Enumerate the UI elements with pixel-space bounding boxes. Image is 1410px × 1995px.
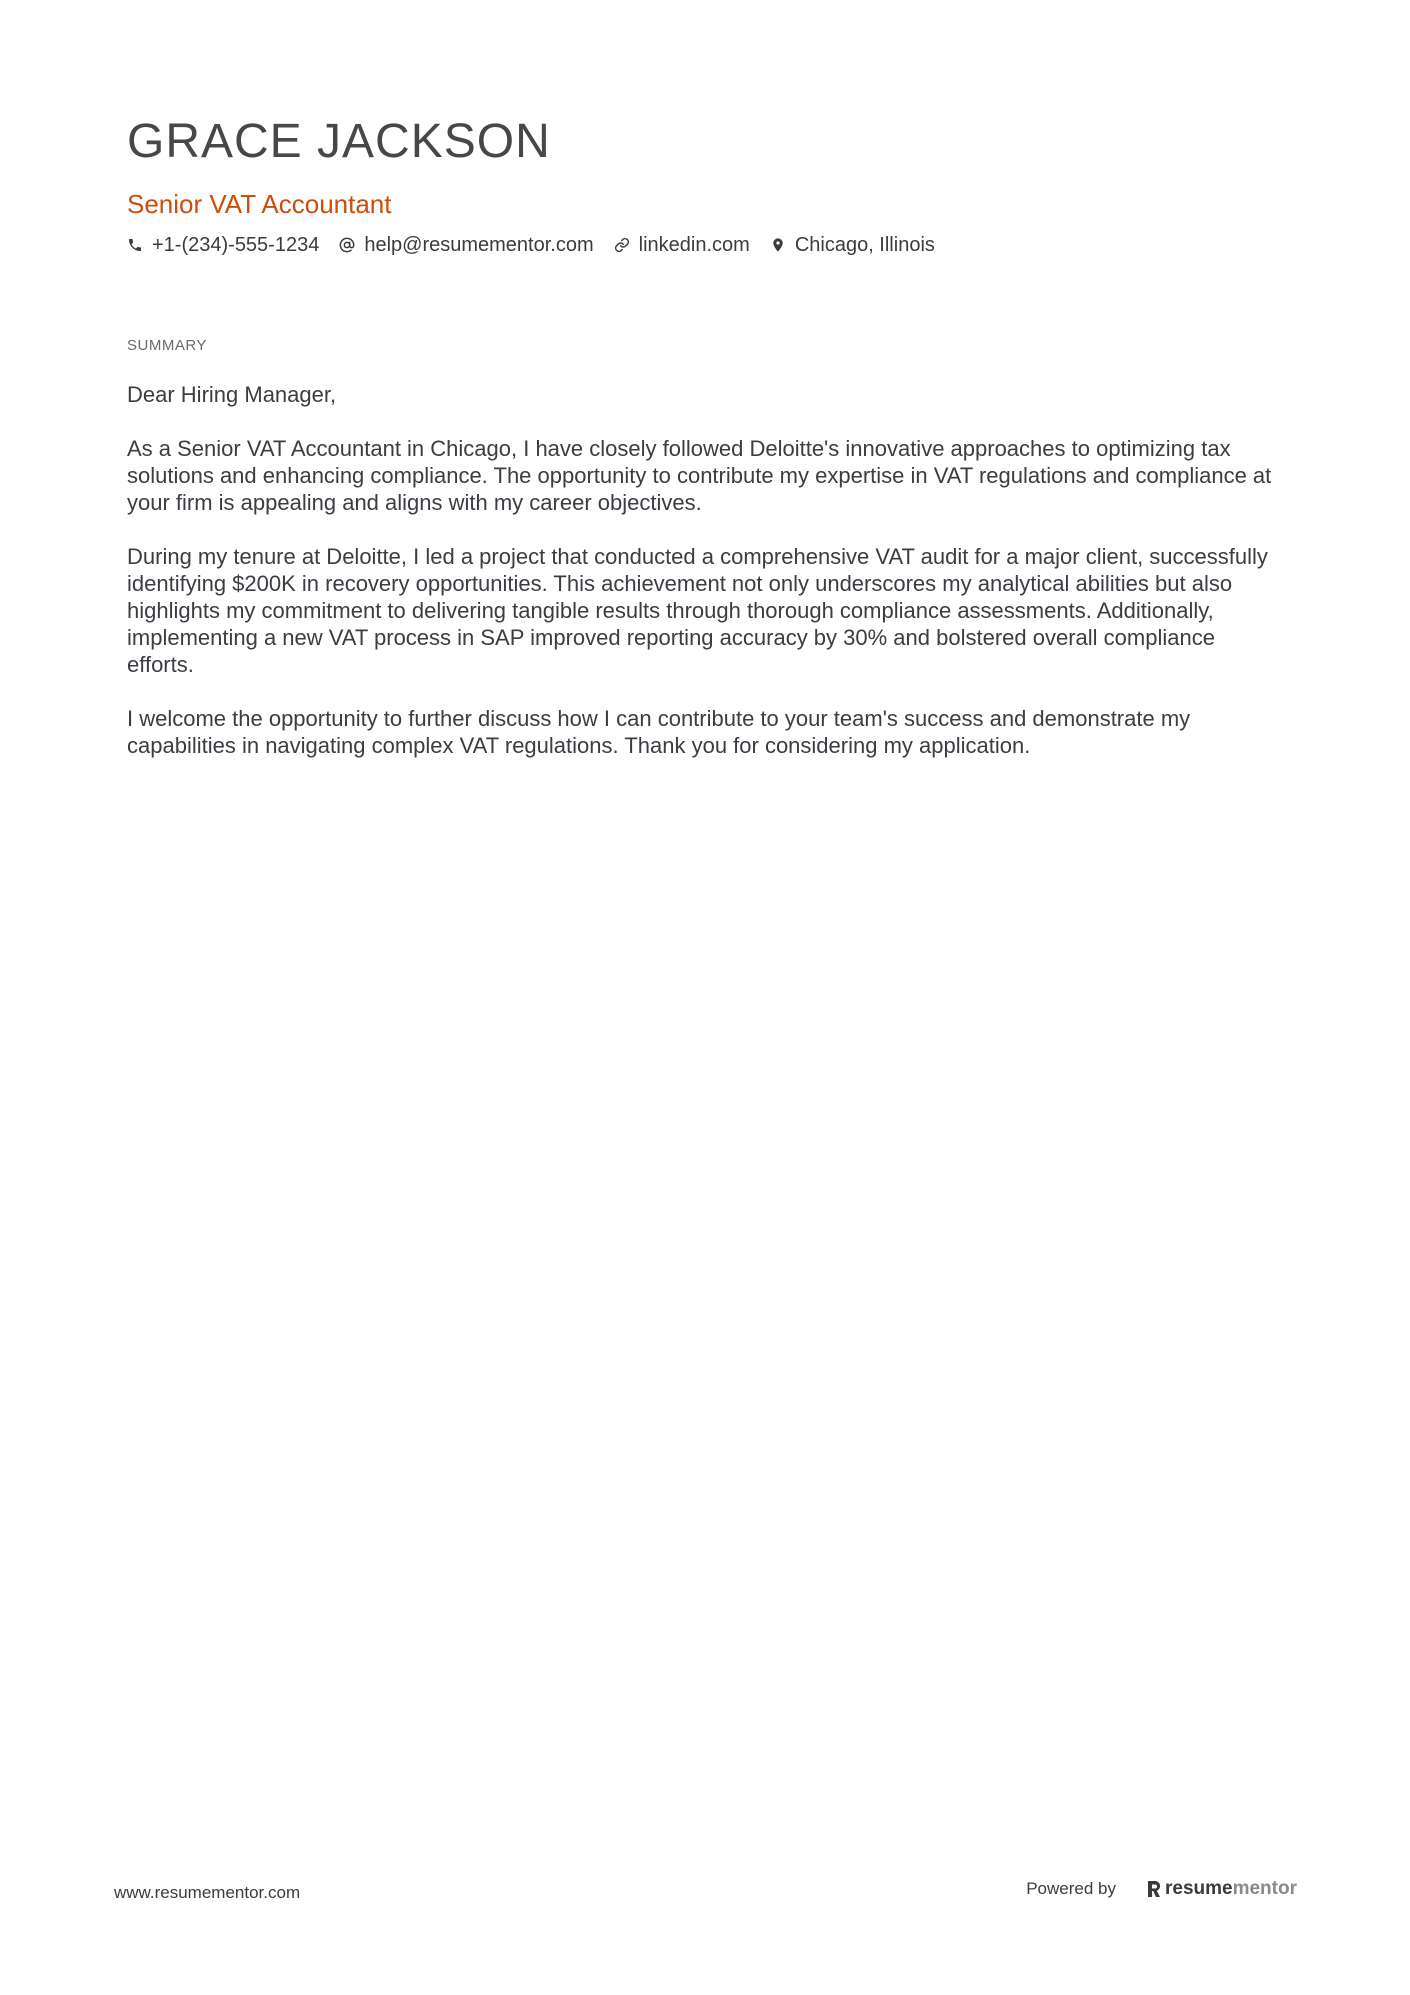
footer-branding: [1026, 1878, 1297, 1900]
salutation: Dear Hiring Manager,: [127, 382, 337, 407]
powered-by-label: Powered by: [1026, 1879, 1116, 1898]
letter-paragraph: As a Senior VAT Accountant in Chicago, I have closely followed Deloitte's innovative approaches to optimizing tax solutions and enhancing compliance. The opportunity to contribute my expertise in VAT regulations and compliance at your firm is appealing and aligns with my career objectives.: [127, 436, 1272, 515]
letter-paragraph: I welcome the opportunity to further discuss how I can contribute to your team's success and demonstrate my capabilities in navigating complex VAT regulations. Thank you for considering my application.: [127, 706, 1191, 758]
phone-icon: [127, 237, 143, 253]
header: [127, 112, 1287, 258]
contact-bar: [127, 232, 1287, 258]
brand-text-mentor: mentor: [1232, 1878, 1297, 1899]
brand-logo[interactable]: [1146, 1878, 1297, 1900]
section-heading-summary: SUMMARY: [127, 337, 207, 354]
letter-body: [127, 381, 1287, 786]
letter-paragraph: During my tenure at Deloitte, I led a project that conducted a comprehensive VAT audit for a major client, successfully identifying $200K in recovery opportunities. This achievement not only underscores my analytical abilities but also highlights my commitment to delivering tangible results through thorough compliance assessments. Additionally, implementing a new VAT process in SAP improved reporting accuracy by 30% and bolstered overall compliance efforts.: [127, 544, 1268, 677]
contact-email[interactable]: [339, 232, 593, 258]
linkedin-link[interactable]: linkedin.com: [638, 234, 750, 256]
location-text: Chicago, Illinois: [794, 234, 935, 256]
contact-linkedin[interactable]: [614, 232, 750, 258]
footer-website-link[interactable]: www.resumementor.com: [114, 1883, 301, 1902]
brand-text-resume: resume: [1164, 1878, 1233, 1899]
contact-phone: [127, 232, 319, 258]
at-sign-icon: [339, 237, 355, 253]
candidate-name: GRACE JACKSON: [127, 115, 551, 168]
contact-location: [770, 232, 935, 258]
brand-mark-icon: [1146, 1879, 1162, 1899]
email-link[interactable]: help@resumementor.com: [364, 234, 594, 256]
link-icon: [614, 237, 630, 253]
job-title: Senior VAT Accountant: [127, 189, 392, 219]
phone-text: +1-(234)-555-1234: [152, 234, 320, 256]
map-pin-icon: [770, 237, 786, 253]
